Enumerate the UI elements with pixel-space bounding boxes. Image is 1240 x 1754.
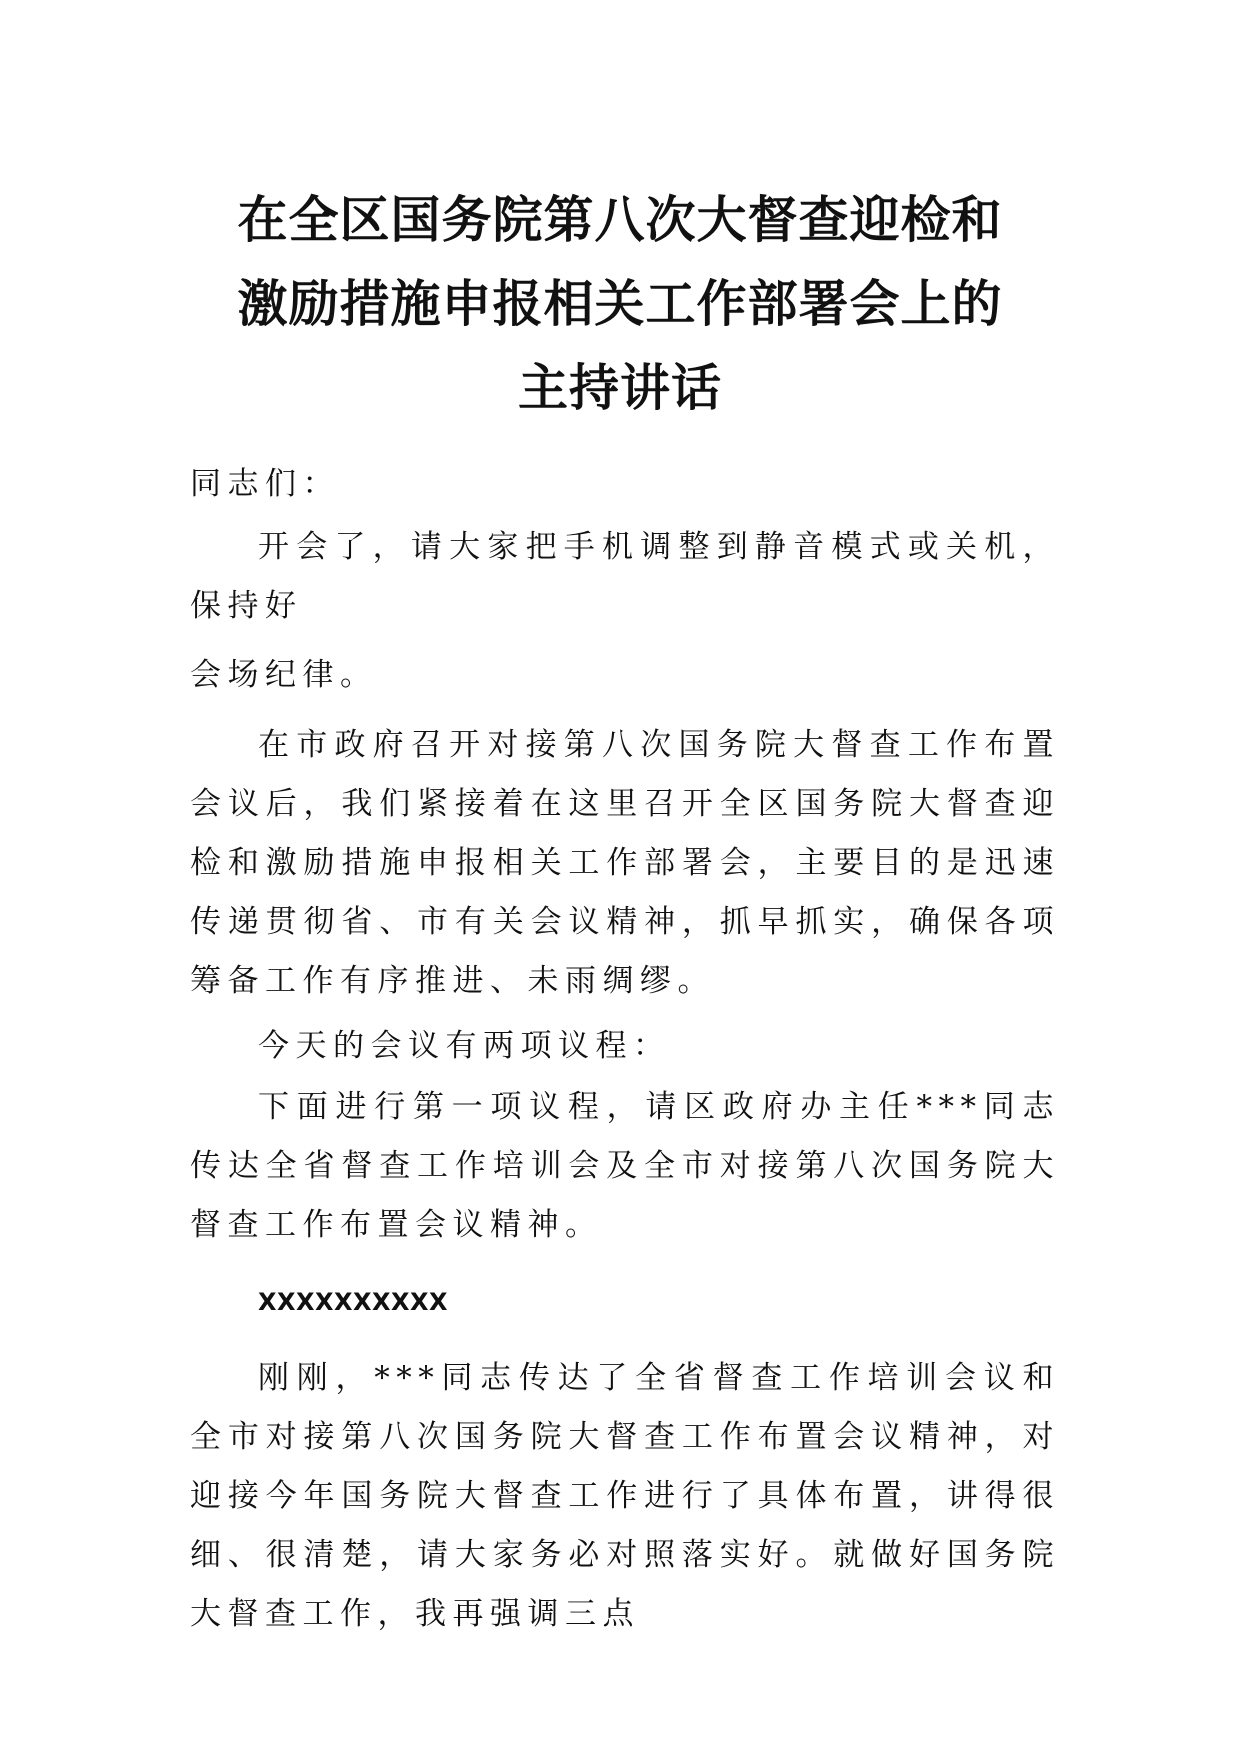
paragraph-first-agenda-item: 下面进行第一项议程，请区政府办主任***同志传达全省督查工作培训会及全市对接第八次国务院大督查工作布置会议精神。 — [190, 1089, 1060, 1243]
paragraph-summary: 刚刚，***同志传达了全省督查工作培训会议和全市对接第八次国务院大督查工作布置会议精神，对迎接今年国务院大督查工作进行了具体布置，讲得很细、很清楚，请大家务必对照落实好。就做好国务院大督查工作，我再强调三点 — [190, 1360, 1060, 1632]
title-line-1: 在全区国务院第八次大督查迎检和 — [237, 191, 1003, 249]
paragraph-opening-line-2: 会场纪律。 — [190, 657, 378, 693]
salutation: 同志们： — [190, 466, 340, 502]
document-body — [190, 455, 1060, 1644]
paragraph-purpose: 在市政府召开对接第八次国务院大督查工作布置会议后，我们紧接着在这里召开全区国务院大督查迎检和激励措施申报相关工作部署会，主要目的是迅速传递贯彻省、市有关会议精神，抓早抓实，确保各项筹备工作有序推进、未雨绸缪。 — [190, 727, 1060, 999]
title-line-2: 激励措施申报相关工作部署会上的 — [237, 275, 1003, 333]
paragraph-agenda: 今天的会议有两项议程： — [258, 1028, 671, 1064]
document-title — [150, 178, 1090, 430]
title-line-3: 主持讲话 — [518, 359, 722, 417]
placeholder-marker: XXXXXXXXXX — [258, 1288, 449, 1316]
paragraph-opening-line-1: 开会了，请大家把手机调整到静音模式或关机，保持好 — [190, 529, 1060, 624]
paragraph-opening — [190, 518, 1060, 705]
